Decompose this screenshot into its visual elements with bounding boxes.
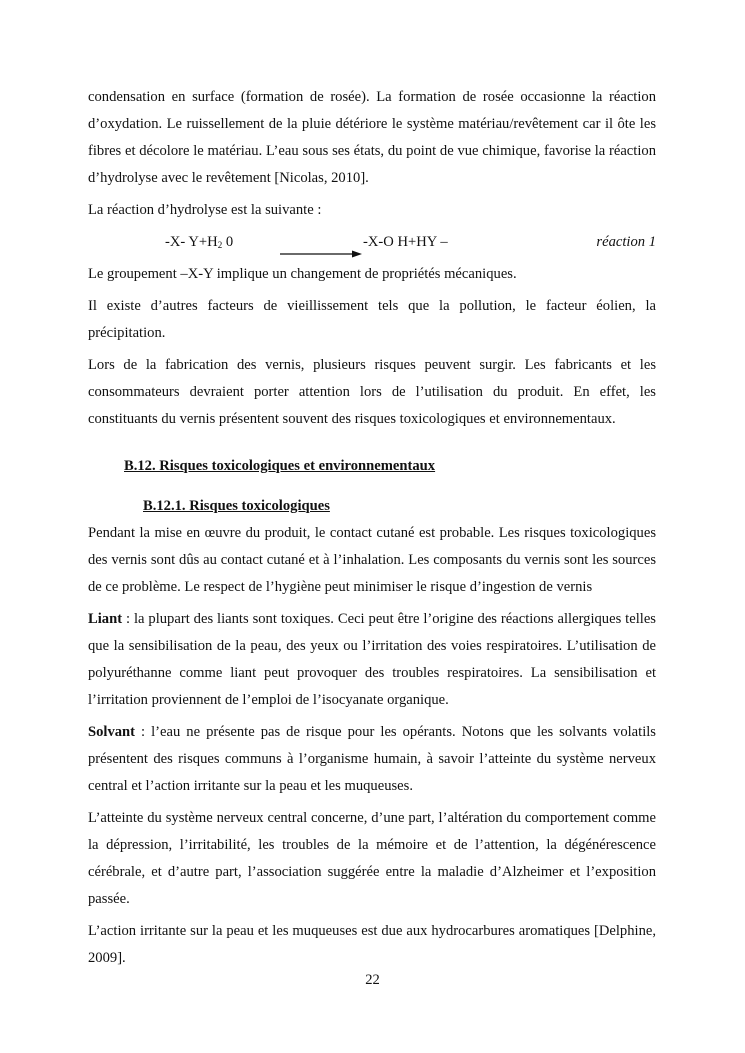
reaction-label: réaction 1 bbox=[596, 234, 656, 250]
hydrolysis-reaction-equation bbox=[88, 229, 656, 256]
paragraph-nervous-system: L’atteinte du système nerveux central concerne, d’une part, l’altération du comportement comme la dépression, l’irritabilité, les troubles de la mémoire et de l’attention, la dégénérescence cérébrale, et d’autre part, l’association suggérée entre la maladie d’Alzheimer et l’exposition passée. bbox=[88, 810, 656, 907]
document-page bbox=[88, 84, 656, 977]
reaction-products: -X-O H+HY – bbox=[363, 234, 448, 250]
paragraph-manufacturing-risks: Lors de la fabrication des vernis, plusieurs risques peuvent surgir. Les fabricants et les consommateurs devraient porter attention lors de l’utilisation du produit. En effet, les constituants du vernis présentent souvent des risques toxicologiques et environnementaux. bbox=[88, 357, 656, 427]
binder-label: Liant bbox=[88, 611, 123, 627]
paragraph-xy-group: Le groupement –X-Y implique un changement de propriétés mécaniques. bbox=[88, 266, 517, 282]
paragraph-binder bbox=[88, 606, 656, 714]
binder-text: : la plupart des liants sont toxiques. Ceci peut être l’origine des réactions allergiques telles que la sensibilisation de la peau, des yeux ou l’irritation des voies respiratoires. L’utilisation de polyuréthanne comme liant peut provoquer des troubles respiratoires. La sensibilisation et l’irritation proviennent de l’emploi de l’isocyanate organique. bbox=[88, 611, 656, 708]
reaction-reactants: -X- $Y+H_2$ 0 bbox=[165, 234, 234, 250]
paragraph-solvent bbox=[88, 719, 656, 800]
page-number: 22 bbox=[365, 972, 380, 988]
paragraph-skin-contact: Pendant la mise en œuvre du produit, le contact cutané est probable. Les risques toxicologiques des vernis sont dûs au contact cutané et à l’inhalation. Les composants du vernis sont les sources de ce problème. Le respect de l’hygiène peut minimiser le risque d’ingestion de vernis bbox=[88, 525, 656, 595]
paragraph-aging-factors: Il existe d’autres facteurs de vieillissement tels que la pollution, le facteur éolien, la précipitation. bbox=[88, 298, 656, 341]
section-heading: B.12. Risques toxicologiques et environnementaux bbox=[124, 458, 436, 474]
solvent-label: Solvant bbox=[88, 724, 136, 740]
subsection-heading: B.12.1. Risques toxicologiques bbox=[143, 498, 330, 514]
solvent-text: : l’eau ne présente pas de risque pour les opérants. Notons que les solvants volatils présentent des risques communs à l’organisme humain, à savoir l’atteinte du système nerveux central et l’action irritante sur la peau et les muqueuses. bbox=[88, 724, 656, 794]
paragraph-dew-hydrolysis: condensation en surface (formation de rosée). La formation de rosée occasionne la réaction d’oxydation. Le ruissellement de la pluie détériore le système matériau/revêtement car il ôte les fibres et décolore le matériau. L’eau sous ses états, du point de vue chimique, favorise la réaction d’hydrolyse avec le revêtement [Nicolas, 2010]. bbox=[88, 89, 656, 186]
paragraph-irritant-action: L’action irritante sur la peau et les muqueuses est due aux hydrocarbures aromatiques [Delphine, 2009]. bbox=[88, 923, 656, 966]
right-arrow-icon bbox=[280, 242, 362, 252]
paragraph-hydrolysis-intro: La réaction d’hydrolyse est la suivante : bbox=[88, 202, 322, 218]
